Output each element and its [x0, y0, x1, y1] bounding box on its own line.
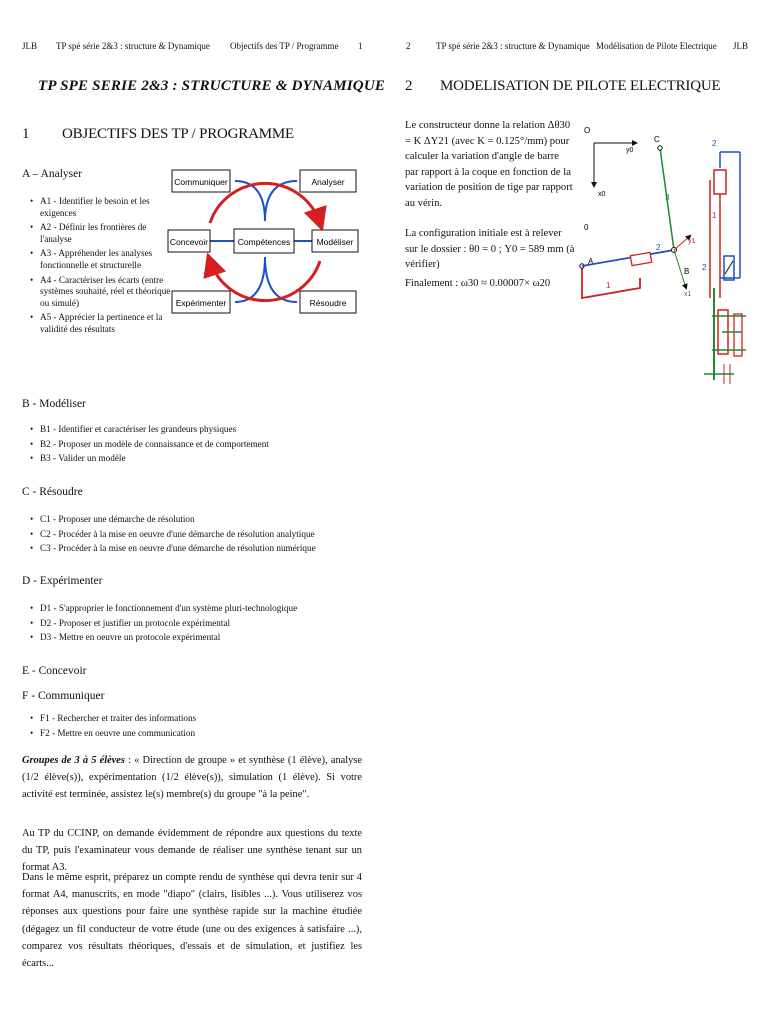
- category-e-title: E - Concevoir: [22, 665, 87, 677]
- list-item: • D1 - S'approprier le fonctionnement d'un système pluri-technologique: [22, 603, 367, 615]
- diagram-experimenter: Expérimenter: [175, 298, 227, 308]
- ccinp-paragraph: Au TP du CCINP, on demande évidemment de répondre aux questions du texte du TP, puis l'examinateur vous demande de réaliser une synthèse tenant sur un format A3.: [22, 828, 362, 874]
- axis-y1: y1: [688, 238, 696, 245]
- list-item: • B1 - Identifier et caractériser les grandeurs physiques: [22, 424, 367, 436]
- groups-paragraph: [22, 752, 362, 804]
- list-item: • F2 - Mettre en oeuvre une communication: [22, 728, 367, 740]
- category-f-list: [22, 713, 367, 742]
- label-0: 0: [584, 223, 589, 232]
- schematic-label-2-top: 2: [712, 139, 717, 148]
- category-c-title: C - Résoudre: [22, 486, 83, 498]
- category-d-list: [22, 603, 367, 647]
- relation-paragraph: Le constructeur donne la relation Δθ30 = K ΔY21 (avec K = 0.125°/mm) pour calculer la variation d'angle de barre par rapport à la coque en fonction de la variation de position de tige par rapport au vérin.: [405, 120, 573, 209]
- header-page-right: 2: [406, 41, 411, 51]
- list-item: • B2 - Proposer un modèle de connaissance et de comportement: [22, 439, 367, 451]
- configuration-paragraph: La configuration initiale est à relever sur le dossier : θ0 = 0 ; Y0 = 589 mm (à vérifier): [405, 228, 575, 270]
- label-2: 2: [656, 243, 661, 252]
- header-initials-left: JLB: [22, 41, 38, 51]
- list-item: • D2 - Proposer et justifier un protocole expérimental: [22, 618, 367, 630]
- list-item: • A2 - Définir les frontières de l'analyse: [22, 222, 172, 245]
- category-a-title: A – Analyser: [22, 168, 83, 180]
- axis-x1: x1: [684, 291, 692, 298]
- header-page-left: 1: [358, 41, 363, 51]
- category-b-list: [22, 424, 367, 468]
- diagram-analyser: Analyser: [311, 177, 345, 187]
- axis-x0: x0: [598, 191, 606, 198]
- schematic-label-1: 1: [712, 211, 717, 220]
- mechanism-diagram: [576, 118, 696, 310]
- point-o: O: [584, 126, 591, 135]
- section-2-heading: 2 MODELISATION DE PILOTE ELECTRIQUE: [405, 78, 721, 94]
- section-1-heading: 1 OBJECTIFS DES TP / PROGRAMME: [22, 126, 294, 142]
- category-d-title: D - Expérimenter: [22, 575, 103, 587]
- header-section-right: Modélisation de Pilote Electrique: [596, 41, 717, 51]
- category-f-title: F - Communiquer: [22, 690, 105, 702]
- list-item: • C3 - Procéder à la mise en oeuvre d'une démarche de résolution numérique: [22, 543, 367, 555]
- kinematic-schematic: [684, 118, 750, 388]
- diagram-competences: Compétences: [237, 237, 291, 247]
- category-a-list: [22, 196, 172, 339]
- list-item: • A3 - Appréhender les analyses fonctionnelle et structurelle: [22, 248, 172, 271]
- label-3: 3: [665, 193, 670, 202]
- header-initials-right: JLB: [733, 41, 749, 51]
- header-course-left: TP spé série 2&3 : structure & Dynamique: [56, 41, 210, 51]
- point-c: C: [654, 135, 660, 144]
- document-title: TP SPE SERIE 2&3 : STRUCTURE & DYNAMIQUE: [38, 78, 386, 94]
- list-item: • C2 - Procéder à la mise en oeuvre d'une démarche de résolution analytique: [22, 529, 367, 541]
- schematic-label-2-mid: 2: [702, 263, 707, 272]
- diagram-resoudre: Résoudre: [309, 298, 347, 308]
- diagram-concevoir: Concevoir: [169, 237, 209, 247]
- point-b: B: [684, 267, 690, 276]
- groups-text: : « Direction de groupe » et synthèse (1 élève), analyse (1/2 élève(s)), expérimentation (1/2 élève(s)), simulation (1 élève). Si votre activité est terminée, assistez le(s) membre(s) du groupe "à la peine".: [22, 755, 362, 801]
- connector-communiquer: [235, 181, 265, 221]
- competences-diagram: [170, 163, 360, 325]
- list-item: • D3 - Mettre en oeuvre un protocole expérimental: [22, 632, 367, 644]
- label-1: 1: [606, 281, 611, 290]
- groups-bold: Groupes de 3 à 5 élèves: [22, 755, 125, 766]
- point-a: A: [588, 257, 594, 266]
- finalement-paragraph: Finalement : ω30 ≈ 0.00007× ω20: [405, 278, 551, 289]
- category-c-list: [22, 514, 367, 558]
- list-item: • A1 - Identifier le besoin et les exigences: [22, 196, 172, 219]
- diagram-modeliser: Modéliser: [316, 237, 354, 247]
- esprit-paragraph: Dans le même esprit, préparez un compte rendu de synthèse qui devra tenir sur 4 format A4, manuscrits, en mode "diapo" (clairs, lisibles ...). Vous utiliserez vos réponses aux questions pour faire une synthèse rapide sur la machine étudiée (dégagez un fil conducteur de votre étude (une ou des exigences à satisfaire ...), comparez vos résultats théoriques, d'essais et de simulation, et justifiez les écarts...: [22, 872, 362, 970]
- diagram-communiquer: Communiquer: [174, 177, 228, 187]
- list-item: • F1 - Rechercher et traiter des informations: [22, 713, 367, 725]
- header-section-left: Objectifs des TP / Programme: [230, 41, 339, 51]
- list-item: • C1 - Proposer une démarche de résolution: [22, 514, 367, 526]
- list-item: • A5 - Apprécier la pertinence et la validité des résultats: [22, 312, 172, 335]
- header-course-right: TP spé série 2&3 : structure & Dynamique: [436, 41, 590, 51]
- axis-y0: y0: [626, 147, 634, 154]
- list-item: • A4 - Caractériser les écarts (entre systèmes souhaité, réel et théorique ou simulé): [22, 275, 172, 310]
- category-b-title: B - Modéliser: [22, 398, 86, 410]
- list-item: • B3 - Valider un modèle: [22, 453, 367, 465]
